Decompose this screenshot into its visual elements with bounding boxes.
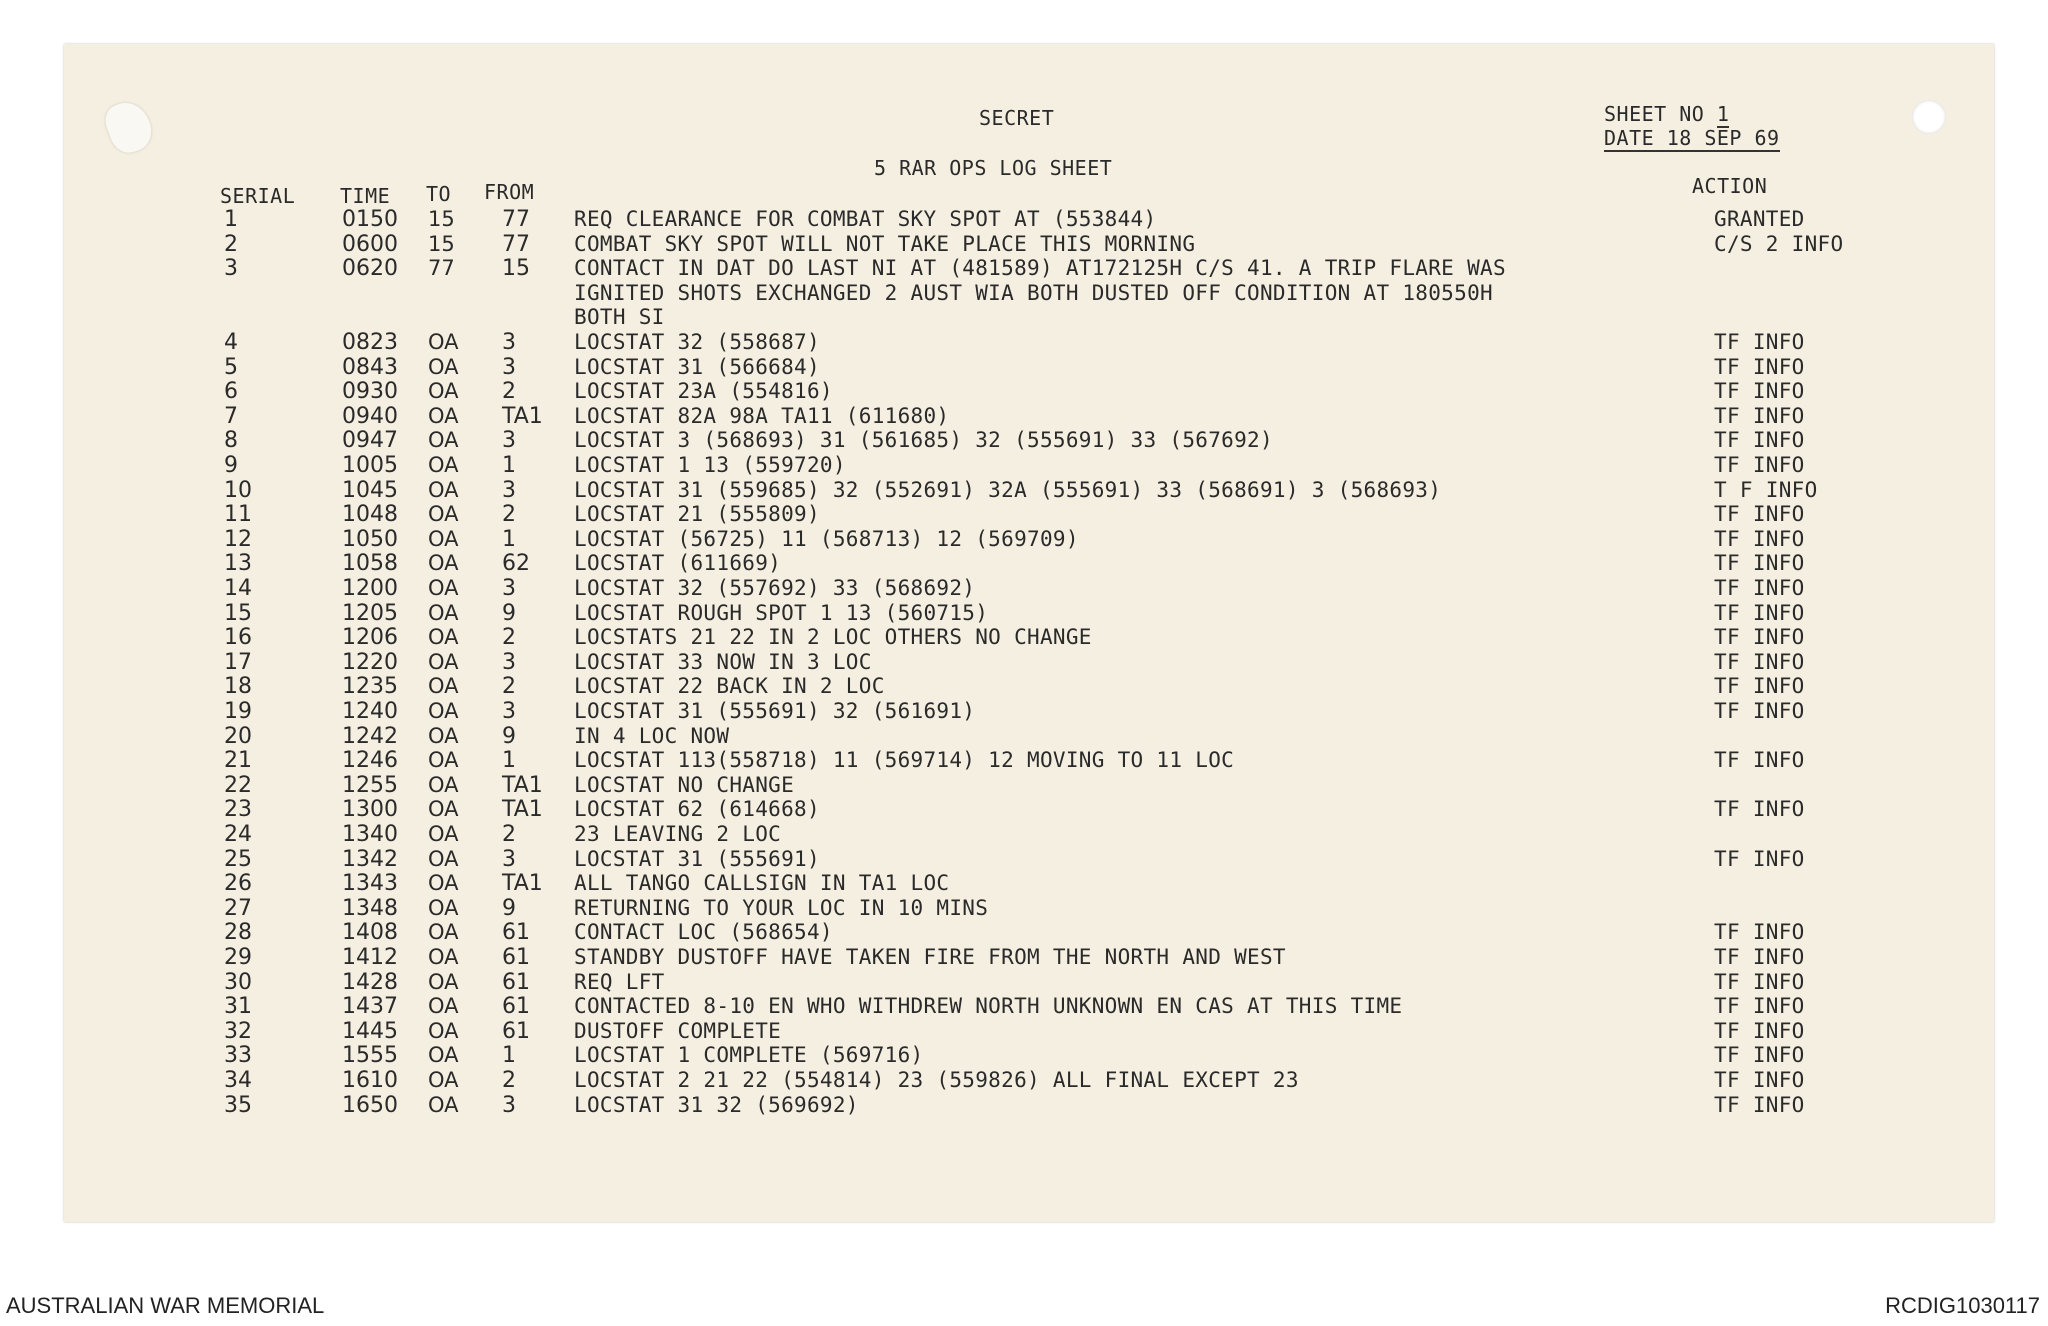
time-cell: 1220 <box>342 649 398 675</box>
message-cell: LOCSTAT 32 (557692) 33 (568692) <box>574 576 976 600</box>
message-cell: LOCSTAT 31 (555691) <box>574 846 820 871</box>
from-cell: 2 <box>502 674 516 700</box>
from-cell: TA1 <box>502 797 543 823</box>
serial-cell: 19 <box>224 699 252 724</box>
to-cell: OA <box>428 428 459 453</box>
serial-cell: 3 <box>224 256 238 282</box>
from-cell: 9 <box>502 895 516 921</box>
time-cell: 1340 <box>342 822 398 847</box>
message-cell: IN 4 LOC NOW <box>574 723 730 748</box>
message-cell: DUSTOFF COMPLETE <box>574 1018 782 1043</box>
from-cell: 3 <box>502 428 516 454</box>
log-row <box>64 822 1994 846</box>
from-cell: 77 <box>502 231 530 257</box>
to-cell: OA <box>428 969 459 994</box>
message-cell: LOCSTAT (611669) <box>574 551 782 576</box>
message-cell: LOCSTAT 82A 98A TA11 (611680) <box>574 403 950 428</box>
serial-cell: 28 <box>224 920 252 946</box>
message-cell: LOCSTAT 113(558718) 11 (569714) 12 MOVING TO 11 LOC <box>574 748 1235 773</box>
log-row <box>64 355 1994 379</box>
to-cell: OA <box>428 600 459 625</box>
serial-cell: 18 <box>224 674 252 700</box>
to-cell: OA <box>428 723 459 748</box>
punch-hole <box>1912 100 1946 134</box>
message-cell: BOTH SI <box>574 305 665 330</box>
to-cell: OA <box>428 477 459 502</box>
from-cell: 1 <box>502 526 516 552</box>
time-cell: 1445 <box>342 1018 398 1044</box>
action-cell: TF INFO <box>1714 526 1805 551</box>
time-cell: 1048 <box>342 502 398 528</box>
log-row <box>64 871 1994 895</box>
from-cell: 61 <box>502 945 530 970</box>
message-cell: CONTACTED 8-10 EN WHO WITHDREW NORTH UNKNOWN EN CAS AT THIS TIME <box>574 994 1403 1019</box>
serial-cell: 29 <box>224 945 252 970</box>
time-cell: 1342 <box>342 846 398 872</box>
serial-cell: 9 <box>224 453 238 478</box>
from-cell: 9 <box>502 600 516 626</box>
message-cell: REQ CLEARANCE FOR COMBAT SKY SPOT AT (553844) <box>574 207 1157 231</box>
time-cell: 1300 <box>342 797 398 823</box>
serial-cell: 23 <box>224 797 252 823</box>
serial-cell: 25 <box>224 846 252 872</box>
serial-cell: 21 <box>224 748 252 774</box>
message-cell: LOCSTAT 31 (559685) 32 (552691) 32A (555691) 33 (568691) 3 (568693) <box>574 477 1442 502</box>
from-cell: 3 <box>502 649 516 675</box>
from-cell: 2 <box>502 379 516 405</box>
serial-cell: 24 <box>224 822 252 847</box>
action-cell: TF INFO <box>1714 945 1805 969</box>
serial-cell: 35 <box>224 1092 252 1118</box>
to-cell: OA <box>428 920 459 945</box>
log-row <box>64 1019 1994 1043</box>
action-cell: TF INFO <box>1714 674 1805 699</box>
time-cell: 1246 <box>342 748 398 774</box>
log-row <box>64 625 1994 649</box>
to-cell: OA <box>428 748 459 773</box>
action-cell: GRANTED <box>1714 207 1805 231</box>
time-cell: 1200 <box>342 576 398 601</box>
to-cell: OA <box>428 526 459 551</box>
log-row <box>64 601 1994 625</box>
time-cell: 1205 <box>342 600 398 626</box>
serial-cell: 15 <box>224 600 252 626</box>
to-cell: 15 <box>428 207 455 231</box>
time-cell: 0940 <box>342 403 398 429</box>
log-row <box>64 773 1994 797</box>
from-cell: 61 <box>502 969 530 995</box>
to-cell: 77 <box>428 256 455 281</box>
action-cell: TF INFO <box>1714 1043 1805 1068</box>
message-cell: LOCSTAT 1 COMPLETE (569716) <box>574 1043 924 1068</box>
log-row <box>64 379 1994 403</box>
log-row <box>64 232 1994 256</box>
to-cell: OA <box>428 871 459 896</box>
action-cell: TF INFO <box>1714 920 1805 945</box>
serial-cell: 17 <box>224 649 252 675</box>
to-cell: OA <box>428 354 459 379</box>
log-row <box>64 453 1994 477</box>
from-cell: 3 <box>502 699 516 724</box>
footer-reference: RCDIG1030117 <box>1885 1293 2040 1318</box>
to-cell: OA <box>428 699 459 723</box>
to-cell: OA <box>428 1018 459 1043</box>
time-cell: 0947 <box>342 428 398 454</box>
log-row <box>64 748 1994 772</box>
serial-cell: 14 <box>224 576 252 601</box>
to-cell: OA <box>428 330 459 354</box>
message-cell: CONTACT LOC (568654) <box>574 920 833 945</box>
serial-cell: 1 <box>224 207 238 232</box>
message-cell: 23 LEAVING 2 LOC <box>574 822 782 846</box>
message-cell: RETURNING TO YOUR LOC IN 10 MINS <box>574 895 989 920</box>
from-cell: TA1 <box>502 871 543 897</box>
log-row <box>64 281 1994 305</box>
column-header-time: TIME <box>340 184 391 208</box>
message-cell: LOCSTAT 31 (566684) <box>574 354 820 379</box>
time-cell: 1437 <box>342 994 398 1020</box>
to-cell: OA <box>428 502 459 527</box>
message-cell: LOCSTAT 62 (614668) <box>574 797 820 822</box>
from-cell: 77 <box>502 207 530 232</box>
log-row <box>64 207 1994 231</box>
column-header-to: TO <box>426 182 452 206</box>
time-cell: 1242 <box>342 723 398 749</box>
time-cell: 1005 <box>342 453 398 478</box>
time-cell: 0843 <box>342 354 398 380</box>
serial-cell: 7 <box>224 403 238 429</box>
serial-cell: 5 <box>224 354 238 380</box>
from-cell: 62 <box>502 551 530 577</box>
time-cell: 0930 <box>342 379 398 405</box>
time-cell: 1343 <box>342 871 398 897</box>
action-cell: T F INFO <box>1714 477 1818 502</box>
message-cell: LOCSTAT 2 21 22 (554814) 23 (559826) ALL FINAL EXCEPT 23 <box>574 1068 1299 1092</box>
serial-cell: 32 <box>224 1018 252 1044</box>
time-cell: 0150 <box>342 207 398 232</box>
time-cell: 1240 <box>342 699 398 724</box>
log-row <box>64 428 1994 452</box>
footer-source: AUSTRALIAN WAR MEMORIAL <box>6 1293 325 1318</box>
sheet-number-block <box>1604 102 1729 126</box>
log-row <box>64 1093 1994 1117</box>
from-cell: 3 <box>502 477 516 503</box>
time-cell: 1045 <box>342 477 398 503</box>
from-cell: 61 <box>502 920 530 946</box>
log-row <box>64 847 1994 871</box>
to-cell: OA <box>428 551 459 576</box>
time-cell: 1235 <box>342 674 398 700</box>
log-row <box>64 724 1994 748</box>
to-cell: OA <box>428 649 459 674</box>
message-cell: COMBAT SKY SPOT WILL NOT TAKE PLACE THIS MORNING <box>574 231 1196 256</box>
serial-cell: 22 <box>224 772 252 798</box>
message-cell: LOCSTAT 23A (554816) <box>574 379 833 404</box>
from-cell: TA1 <box>502 772 543 798</box>
to-cell: OA <box>428 403 459 428</box>
serial-cell: 33 <box>224 1043 252 1069</box>
torn-corner <box>101 96 158 157</box>
from-cell: TA1 <box>502 403 543 429</box>
from-cell: 61 <box>502 994 530 1020</box>
action-cell: TF INFO <box>1714 1018 1805 1043</box>
serial-cell: 13 <box>224 551 252 577</box>
log-row <box>64 305 1994 329</box>
message-cell: STANDBY DUSTOFF HAVE TAKEN FIRE FROM THE NORTH AND WEST <box>574 945 1286 969</box>
action-cell: TF INFO <box>1714 748 1805 773</box>
action-cell: TF INFO <box>1714 846 1805 871</box>
from-cell: 2 <box>502 1068 516 1093</box>
log-row <box>64 527 1994 551</box>
to-cell: OA <box>428 797 459 822</box>
from-cell: 3 <box>502 846 516 872</box>
sheet-number-value: 1 <box>1716 102 1730 126</box>
action-cell: TF INFO <box>1714 994 1805 1019</box>
serial-cell: 30 <box>224 969 252 995</box>
log-row <box>64 330 1994 354</box>
message-cell: REQ LFT <box>574 969 665 994</box>
to-cell: OA <box>428 453 459 477</box>
log-row <box>64 551 1994 575</box>
action-cell: TF INFO <box>1714 625 1805 650</box>
from-cell: 3 <box>502 354 516 380</box>
action-cell: TF INFO <box>1714 551 1805 576</box>
action-cell: TF INFO <box>1714 797 1805 822</box>
log-row <box>64 650 1994 674</box>
to-cell: OA <box>428 846 459 871</box>
message-cell: LOCSTAT 21 (555809) <box>574 502 820 527</box>
time-cell: 1650 <box>342 1092 398 1118</box>
time-cell: 1348 <box>342 895 398 921</box>
message-cell: LOCSTAT NO CHANGE <box>574 772 795 797</box>
serial-cell: 20 <box>224 723 252 749</box>
serial-cell: 10 <box>224 477 252 503</box>
serial-cell: 6 <box>224 379 238 405</box>
message-cell: LOCSTAT 1 13 (559720) <box>574 453 846 477</box>
classification-label: SECRET <box>979 106 1055 130</box>
sheet-number-label: SHEET NO <box>1604 102 1705 126</box>
action-cell: TF INFO <box>1714 428 1805 453</box>
serial-cell: 4 <box>224 330 238 355</box>
serial-cell: 26 <box>224 871 252 897</box>
log-row <box>64 478 1994 502</box>
log-row <box>64 404 1994 428</box>
message-cell: LOCSTAT 31 (555691) 32 (561691) <box>574 699 976 723</box>
message-cell: LOCSTAT 3 (568693) 31 (561685) 32 (555691) 33 (567692) <box>574 428 1273 453</box>
message-cell: LOCSTAT ROUGH SPOT 1 13 (560715) <box>574 600 989 625</box>
to-cell: OA <box>428 1068 459 1092</box>
serial-cell: 27 <box>224 895 252 921</box>
message-cell: LOCSTAT 22 BACK IN 2 LOC <box>574 674 885 699</box>
log-row <box>64 1043 1994 1067</box>
to-cell: OA <box>428 772 459 797</box>
from-cell: 15 <box>502 256 530 282</box>
to-cell: OA <box>428 576 459 600</box>
from-cell: 9 <box>502 723 516 749</box>
log-sheet-paper <box>64 44 1994 1222</box>
message-cell: IGNITED SHOTS EXCHANGED 2 AUST WIA BOTH DUSTED OFF CONDITION AT 180550H <box>574 280 1493 305</box>
from-cell: 3 <box>502 576 516 601</box>
date-label: DATE <box>1604 126 1655 150</box>
from-cell: 3 <box>502 1092 516 1118</box>
log-row <box>64 256 1994 280</box>
log-row <box>64 576 1994 600</box>
log-row <box>64 502 1994 526</box>
to-cell: OA <box>428 994 459 1019</box>
from-cell: 61 <box>502 1018 530 1044</box>
log-row <box>64 970 1994 994</box>
time-cell: 1412 <box>342 945 398 970</box>
action-cell: TF INFO <box>1714 453 1805 477</box>
message-cell: LOCSTAT 32 (558687) <box>574 330 820 354</box>
from-cell: 2 <box>502 625 516 651</box>
message-cell: LOCSTAT (56725) 11 (568713) 12 (569709) <box>574 526 1079 551</box>
message-cell: ALL TANGO CALLSIGN IN TA1 LOC <box>574 871 950 896</box>
log-row <box>64 896 1994 920</box>
action-cell: TF INFO <box>1714 379 1805 404</box>
to-cell: OA <box>428 625 459 650</box>
to-cell: OA <box>428 379 459 404</box>
column-header-from: FROM <box>484 180 535 204</box>
to-cell: OA <box>428 895 459 920</box>
serial-cell: 16 <box>224 625 252 651</box>
message-cell: LOCSTAT 33 NOW IN 3 LOC <box>574 649 872 674</box>
log-row <box>64 945 1994 969</box>
time-cell: 0823 <box>342 330 398 355</box>
action-cell: TF INFO <box>1714 600 1805 625</box>
time-cell: 1610 <box>342 1068 398 1093</box>
time-cell: 1255 <box>342 772 398 798</box>
log-row <box>64 797 1994 821</box>
serial-cell: 2 <box>224 231 238 257</box>
column-header-serial: SERIAL <box>220 184 296 208</box>
action-cell: TF INFO <box>1714 330 1805 354</box>
time-cell: 1050 <box>342 526 398 552</box>
serial-cell: 34 <box>224 1068 252 1093</box>
action-cell: TF INFO <box>1714 699 1805 723</box>
message-cell: LOCSTATS 21 22 IN 2 LOC OTHERS NO CHANGE <box>574 625 1092 650</box>
from-cell: 1 <box>502 748 516 774</box>
action-cell: TF INFO <box>1714 502 1805 527</box>
action-cell: TF INFO <box>1714 403 1805 428</box>
time-cell: 1555 <box>342 1043 398 1069</box>
column-header-action: ACTION <box>1692 174 1768 198</box>
serial-cell: 12 <box>224 526 252 552</box>
log-row <box>64 699 1994 723</box>
date-value: 18 SEP 69 <box>1666 126 1780 150</box>
time-cell: 0620 <box>342 256 398 282</box>
action-cell: TF INFO <box>1714 354 1805 379</box>
to-cell: OA <box>428 1092 459 1117</box>
action-cell: TF INFO <box>1714 1092 1805 1117</box>
message-cell: LOCSTAT 31 32 (569692) <box>574 1092 859 1117</box>
from-cell: 2 <box>502 822 516 847</box>
log-row <box>64 1068 1994 1092</box>
from-cell: 1 <box>502 453 516 478</box>
action-cell: C/S 2 INFO <box>1714 231 1844 256</box>
serial-cell: 8 <box>224 428 238 454</box>
time-cell: 0600 <box>342 231 398 257</box>
from-cell: 2 <box>502 502 516 528</box>
serial-cell: 31 <box>224 994 252 1020</box>
log-row <box>64 920 1994 944</box>
time-cell: 1206 <box>342 625 398 651</box>
action-cell: TF INFO <box>1714 649 1805 674</box>
page-title: 5 RAR OPS LOG SHEET <box>874 156 1113 180</box>
from-cell: 1 <box>502 1043 516 1069</box>
log-row <box>64 994 1994 1018</box>
message-cell: CONTACT IN DAT DO LAST NI AT (481589) AT172125H C/S 41. A TRIP FLARE WAS <box>574 256 1506 281</box>
serial-cell: 11 <box>224 502 252 528</box>
to-cell: OA <box>428 674 459 699</box>
action-cell: TF INFO <box>1714 969 1805 994</box>
from-cell: 3 <box>502 330 516 355</box>
to-cell: OA <box>428 822 459 846</box>
to-cell: 15 <box>428 231 455 256</box>
time-cell: 1058 <box>342 551 398 577</box>
log-row <box>64 674 1994 698</box>
to-cell: OA <box>428 945 459 969</box>
action-cell: TF INFO <box>1714 1068 1805 1092</box>
time-cell: 1428 <box>342 969 398 995</box>
date-block <box>1604 126 1780 152</box>
to-cell: OA <box>428 1043 459 1068</box>
time-cell: 1408 <box>342 920 398 946</box>
action-cell: TF INFO <box>1714 576 1805 600</box>
